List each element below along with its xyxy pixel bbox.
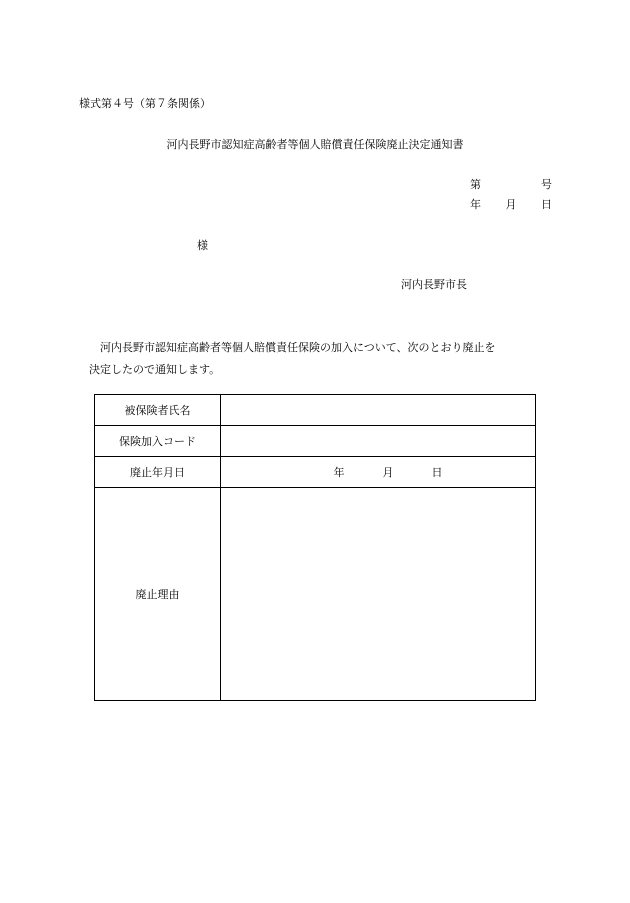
- issue-month: 月: [505, 198, 517, 211]
- insured-name-field[interactable]: [221, 395, 536, 426]
- insurance-code-label: 保険加入コード: [95, 426, 221, 457]
- document-title: 河内長野市認知症高齢者等個人賠償責任保険廃止決定通知書: [166, 138, 464, 151]
- table-row: [95, 488, 536, 701]
- issue-year: 年: [470, 198, 481, 211]
- body-line-2: 決定したので通知します。: [89, 363, 221, 376]
- addressee: 様: [197, 239, 208, 252]
- table-row: [95, 395, 536, 426]
- form-number: 様式第４号（第７条関係）: [79, 97, 211, 110]
- abolition-year: 年: [333, 466, 345, 479]
- table-row: [95, 426, 536, 457]
- abolition-date-label: 廃止年月日: [95, 457, 221, 488]
- document-number: [470, 179, 552, 190]
- notice-table: [94, 394, 536, 701]
- reason-label: 廃止理由: [95, 488, 221, 701]
- abolition-date-field[interactable]: [221, 457, 536, 488]
- issue-day: 日: [541, 198, 552, 211]
- issue-date: [470, 199, 552, 210]
- number-go: 号: [541, 178, 552, 191]
- body-line-1: 河内長野市認知症高齢者等個人賠償責任保険の加入について、次のとおり廃止を: [100, 341, 496, 354]
- issuer: 河内長野市長: [401, 278, 467, 291]
- insured-name-label: 被保険者氏名: [95, 395, 221, 426]
- abolition-day: 日: [431, 466, 443, 479]
- abolition-month: 月: [382, 466, 394, 479]
- body-text: [89, 337, 539, 381]
- abolition-date-parts: [221, 464, 535, 480]
- insurance-code-field[interactable]: [221, 426, 536, 457]
- number-dai: 第: [470, 178, 481, 191]
- table-row: [95, 457, 536, 488]
- reason-field[interactable]: [221, 488, 536, 701]
